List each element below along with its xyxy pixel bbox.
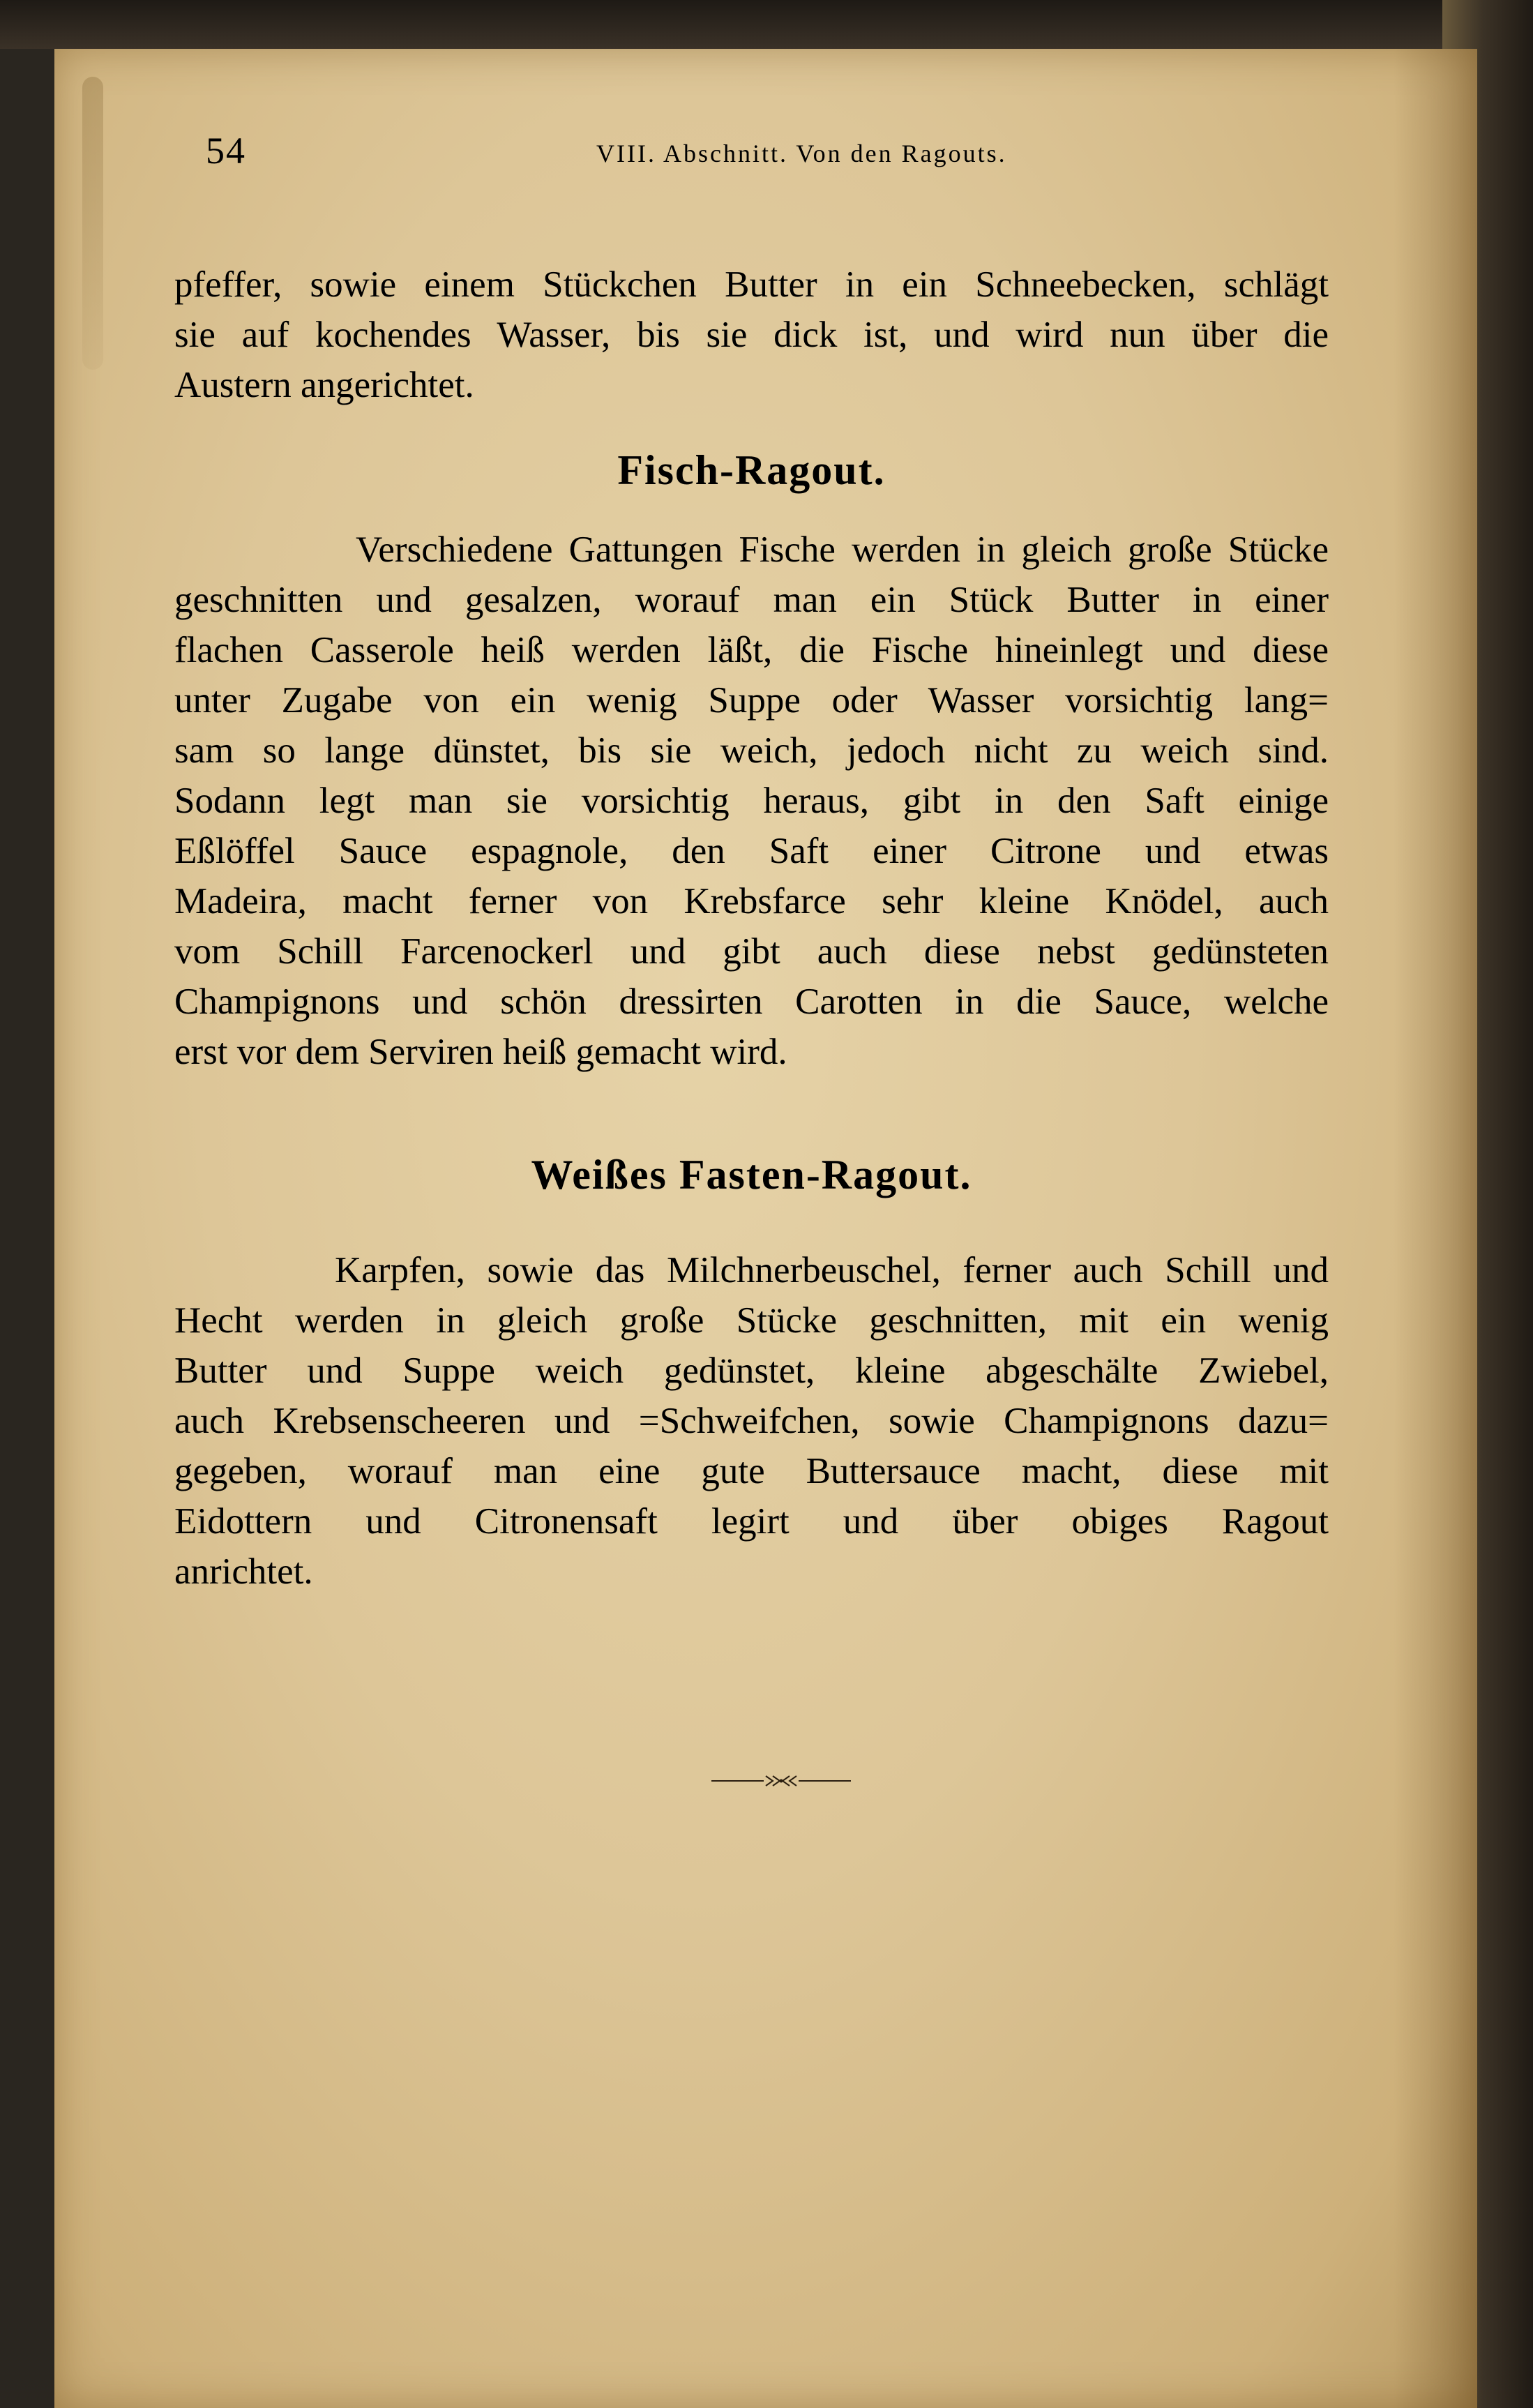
page-fold-shadow [1394,49,1477,2408]
fasten-ragout-paragraph [174,1245,1329,1597]
text-line: flachen Casserole heiß werden läßt, die Fische hineinlegt und diese [174,630,1329,670]
running-head: VIII. Abschnitt. Von den Ragouts. [596,140,1007,167]
continuation-paragraph [174,259,1329,410]
text-line: anrichtet. [174,1551,313,1592]
text-line: auch Krebsenscheeren und =Schweifchen, sowie Champignons dazu= [174,1401,1329,1441]
page-number: 54 [206,130,246,172]
text-line: geschnitten und gesalzen, worauf man ein Stück Butter in einer [174,580,1329,620]
section-heading-weisses-fasten-ragout: Weißes Fasten-Ragout. [531,1152,972,1198]
text-line: vom Schill Farcenockerl und gibt auch diese nebst gedünsteten [174,931,1329,972]
end-ornament-divider [711,1770,851,1791]
text-line: Butter und Suppe weich gedünstet, kleine abgeschälte Zwiebel, [174,1350,1329,1391]
text-line: sie auf kochendes Wasser, bis sie dick ist, und wird nun über die [174,315,1329,355]
text-line: Hecht werden in gleich große Stücke geschnitten, mit ein wenig [174,1300,1329,1341]
text-line: Verschiedene Gattungen Fische werden in gleich große Stücke [356,529,1329,570]
text-line: Eidottern und Citronensaft legirt und über obiges Ragout [174,1501,1329,1542]
text-line: Austern angerichtet. [174,365,474,405]
section-heading-fisch-ragout: Fisch-Ragout. [617,447,886,493]
page-stain [82,77,103,370]
text-line: Sodann legt man sie vorsichtig heraus, gibt in den Saft einige [174,781,1329,821]
text-line: Champignons und schön dressirten Carotten in die Sauce, welche [174,981,1329,1022]
text-line: pfeffer, sowie einem Stückchen Butter in ein Schneebecken, schlägt [174,264,1329,305]
text-line: Eßlöffel Sauce espagnole, den Saft einer Citrone und etwas [174,831,1329,871]
text-line: gegeben, worauf man eine gute Buttersauce macht, diese mit [174,1451,1329,1491]
fisch-ragout-paragraph [174,525,1329,1077]
page-header [206,129,1322,185]
text-line: unter Zugabe von ein wenig Suppe oder Wasser vorsichtig lang= [174,680,1329,721]
text-line: sam so lange dünstet, bis sie weich, jedoch nicht zu weich sind. [174,730,1329,771]
book-edge-top [0,0,1533,49]
text-line: Madeira, macht ferner von Krebsfarce sehr kleine Knödel, auch [174,881,1329,921]
text-line: Karpfen, sowie das Milchnerbeuschel, ferner auch Schill und [335,1250,1329,1290]
text-line: erst vor dem Serviren heiß gemacht wird. [174,1032,787,1072]
